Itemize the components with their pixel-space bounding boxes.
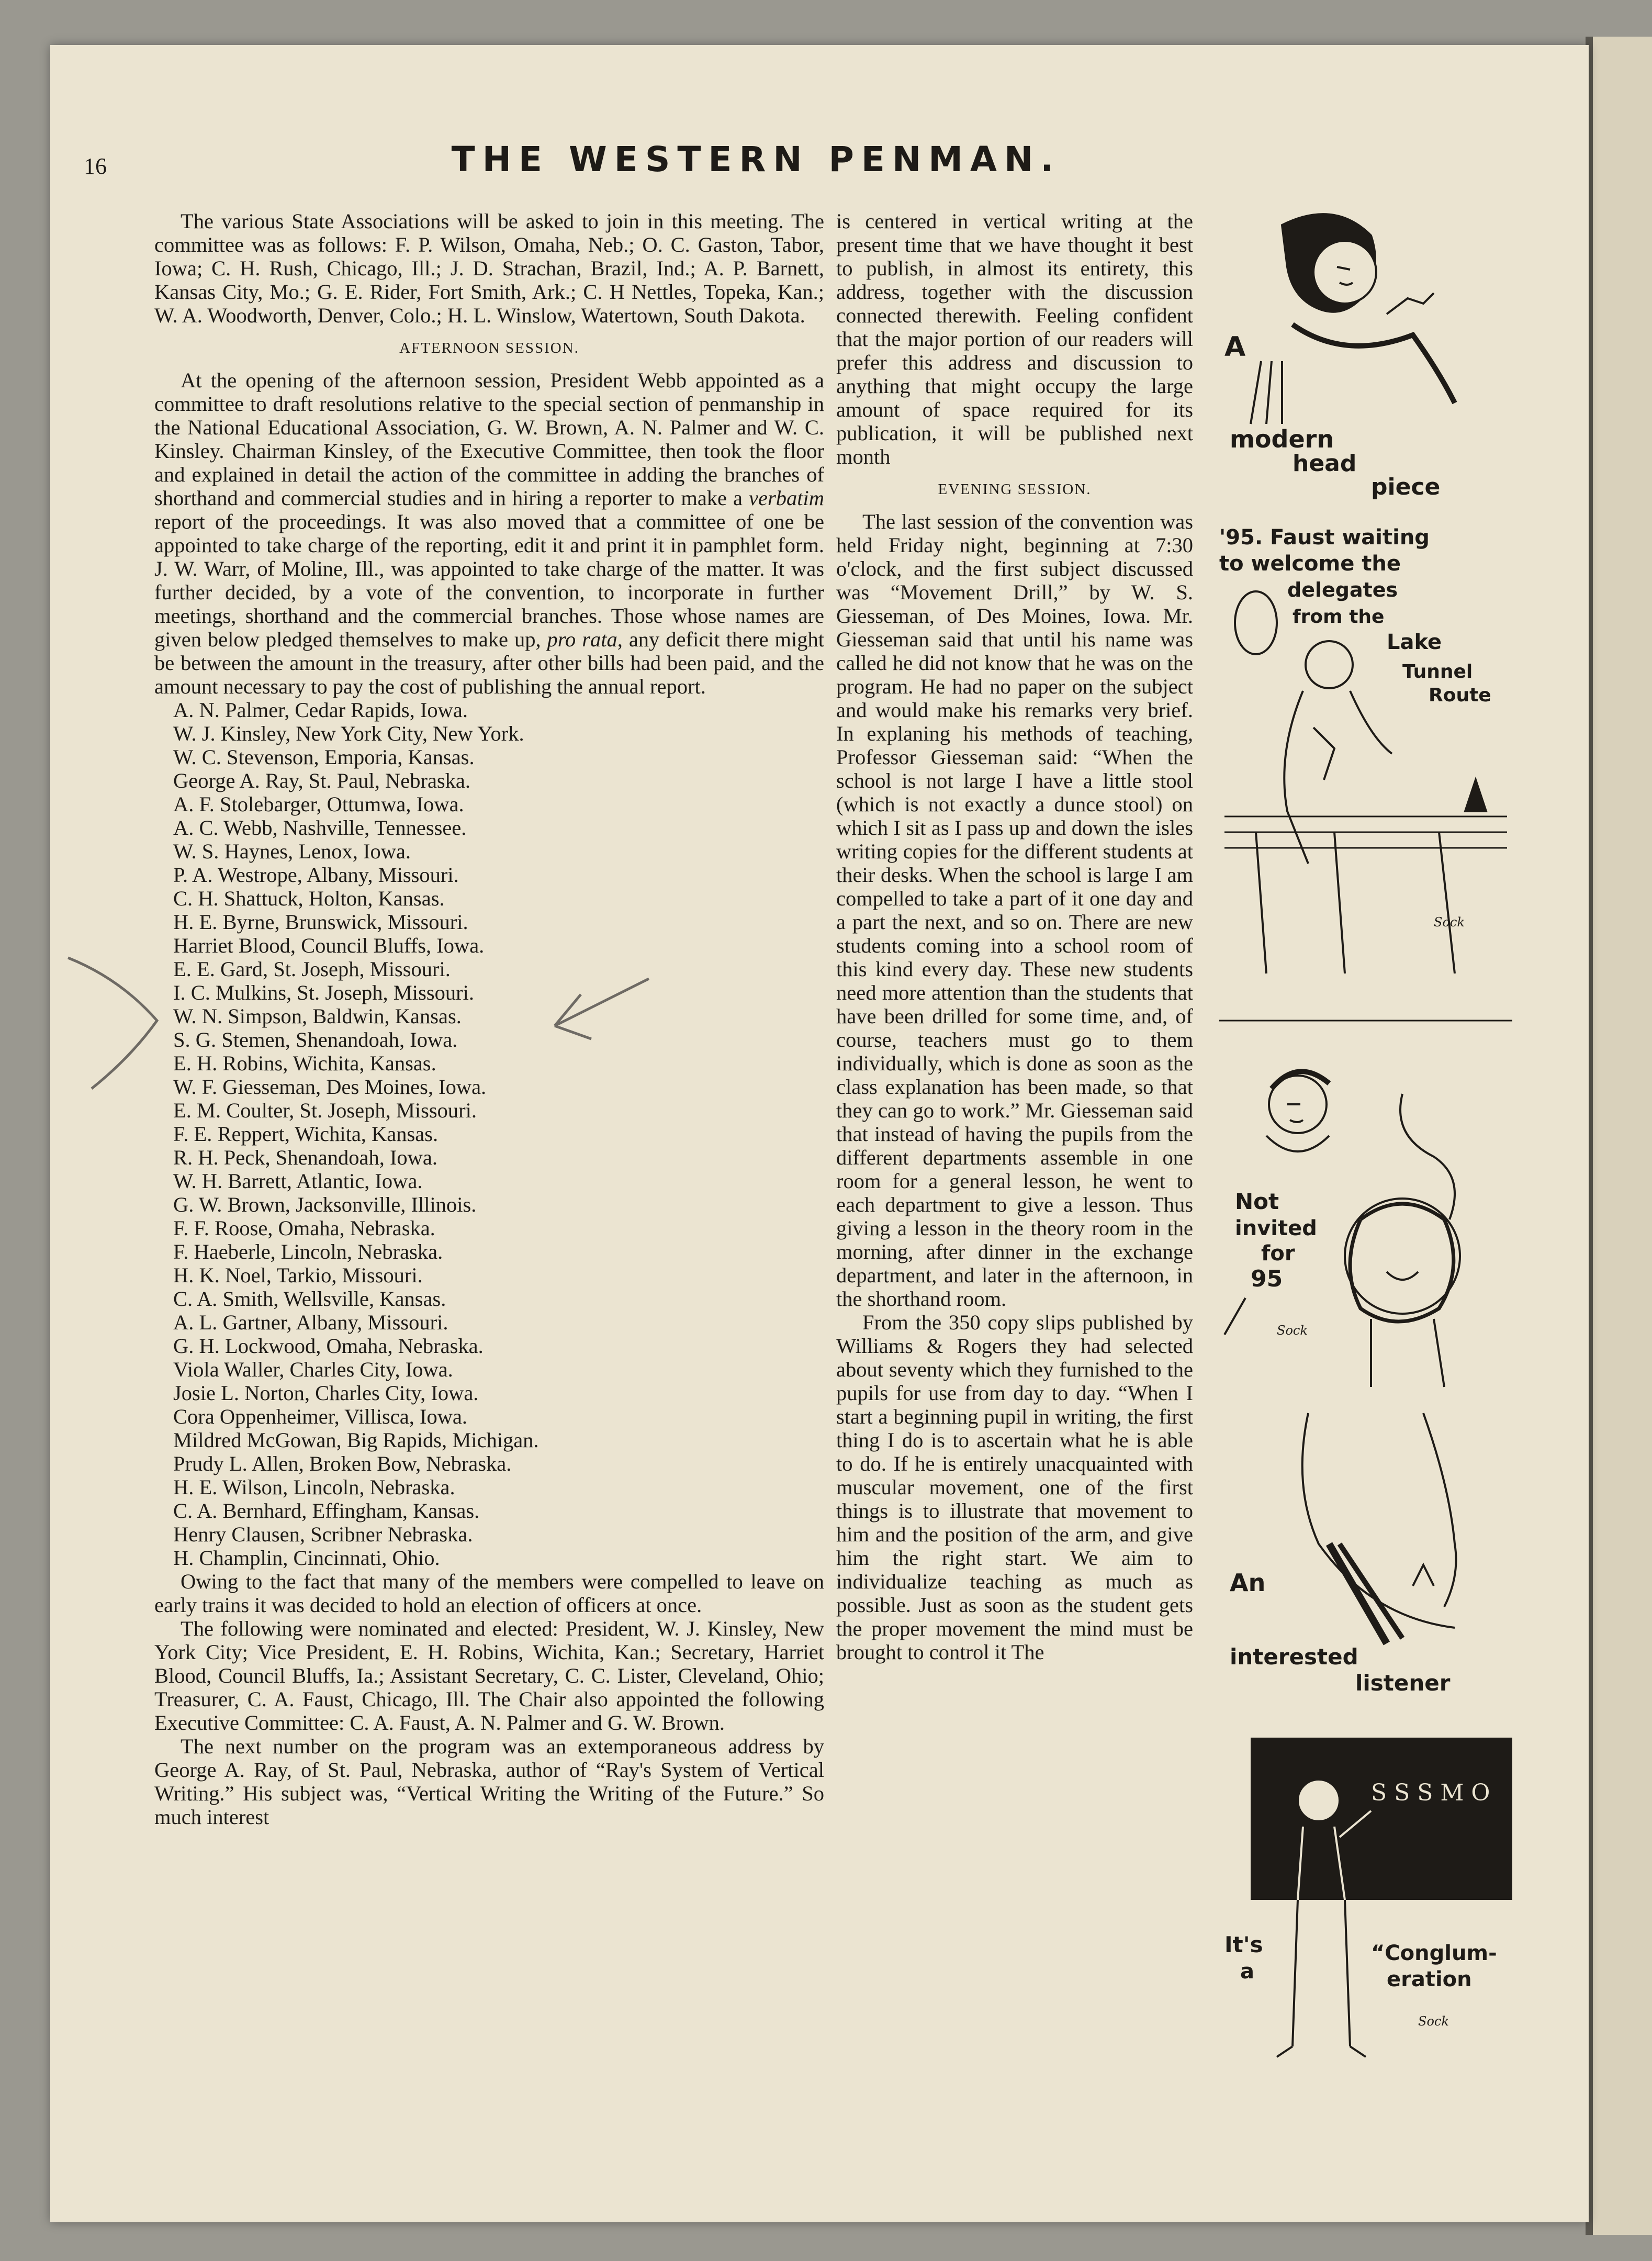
pledger-entry: W. H. Barrett, Atlantic, Iowa. <box>173 1169 423 1193</box>
panel3-caption-3: for <box>1261 1241 1295 1266</box>
evening-paragraph-2: From the 350 copy slips published by Williams & Rogers they had selected about seventy which they furnished to the pupils for use from day to day. “When I start a beginning pupil in writing, the first thing I do is to ascertain what he is able to do. If he is entirely unacquainted with muscular movement, one of the first things is to illustrate that movement to him and the position of the arm, and give him the right start. We aim to individualize teaching as much as possible. Just as soon as the student gets the proper movement the mind must be brought to control it The <box>836 1311 1193 1664</box>
panel3-caption-1: Not <box>1235 1189 1279 1214</box>
afternoon-text-a: At the opening of the afternoon session, President Webb appointed as a committee to draft resolutions relative to the special section of penmanship in the National Educational Association, G. W. Brown, A. N. Palmer and W. C. Kinsley. Chairman Kinsley, of the Executive Committee, then took the floor and explained in detail the action of the committee in adding the branches of shorthand and commercial studies and in hiring a reporter to make a <box>154 368 824 510</box>
owing-paragraph: Owing to the fact that many of the members were compelled to leave on early trains it was decided to hold an election of officers at once. <box>154 1570 824 1617</box>
pledger-entry: A. F. Stolebarger, Ottumwa, Iowa. <box>173 792 464 816</box>
cartoon-interested-listener <box>1302 1413 1456 1643</box>
pledger-entry: P. A. Westrope, Albany, Missouri. <box>173 863 459 887</box>
next-number-paragraph: The next number on the program was an extemporaneous address by George A. Ray, of St. Paul, Nebraska, author of “Ray's System of Vertical Writing.” His subject was, “Vertical Writing the Writing of the Future.” So much interest <box>154 1734 824 1829</box>
pledger-entry: Prudy L. Allen, Broken Bow, Nebraska. <box>173 1452 512 1475</box>
panel2-caption-7: Route <box>1429 685 1491 706</box>
pledger-entry: G. W. Brown, Jacksonville, Illinois. <box>173 1193 477 1216</box>
panel2-caption-6: Tunnel <box>1402 661 1473 682</box>
pledger-entry: Cora Oppenheimer, Villisca, Iowa. <box>173 1405 468 1428</box>
panel5-caption-4: eration <box>1387 1967 1472 1991</box>
pledger-entry: G. H. Lockwood, Omaha, Nebraska. <box>173 1334 484 1358</box>
panel2-signature: Sock <box>1434 915 1465 930</box>
pledger-entry: R. H. Peck, Shenandoah, Iowa. <box>173 1146 438 1169</box>
pledger-entry: E. E. Gard, St. Joseph, Missouri. <box>173 957 451 981</box>
panel2-caption-1: '95. Faust waiting <box>1219 525 1430 550</box>
pledger-entry: C. A. Bernhard, Effingham, Kansas. <box>173 1499 480 1523</box>
panel2-caption-4: from the <box>1293 606 1385 628</box>
cartoon-blackboard <box>1251 1738 1512 1900</box>
pledger-entry: C. H. Shattuck, Holton, Kansas. <box>173 887 445 910</box>
pledger-entry: W. C. Stevenson, Emporia, Kansas. <box>173 745 475 769</box>
panel2-caption-3: delegates <box>1287 578 1398 601</box>
pledger-entry: A. N. Palmer, Cedar Rapids, Iowa. <box>173 698 468 722</box>
panel4-caption-3: listener <box>1355 1670 1451 1696</box>
cartoon-strip <box>1214 204 1518 2109</box>
afternoon-text-c: , any deficit there might be between the amount in the treasury, after other bills had been paid, and the amount necessary to pay the cost of publishing the annual report. <box>154 628 824 698</box>
pledger-entry: Henry Clausen, Scribner Nebraska. <box>173 1523 473 1546</box>
pro-rata-word: pro rata <box>547 628 617 651</box>
left-column <box>154 209 824 1829</box>
pledger-entry: A. L. Gartner, Albany, Missouri. <box>173 1311 448 1334</box>
pledger-entry: Josie L. Norton, Charles City, Iowa. <box>173 1381 479 1405</box>
pledger-entry: F. E. Reppert, Wichita, Kansas. <box>173 1122 439 1146</box>
masthead-title: THE WESTERN PENMAN. <box>451 139 1061 180</box>
pledger-entry: A. C. Webb, Nashville, Tennessee. <box>173 816 467 840</box>
pledger-entry: W. F. Giesseman, Des Moines, Iowa. <box>173 1075 487 1099</box>
pledger-entry: H. E. Byrne, Brunswick, Missouri. <box>173 910 468 934</box>
panel2-caption-5: Lake <box>1387 630 1442 654</box>
pledger-entry: Harriet Blood, Council Bluffs, Iowa. <box>173 934 485 957</box>
continuation-paragraph: is centered in vertical writing at the present time that we have thought it best to publish, in almost its entirety, this address, together with the discussion connected therewith. Feeling confident that the major portion of our readers will prefer this address and discussion to anything that might occupy the large amount of space required for its publication, it will be published next month <box>836 209 1193 468</box>
pledger-entry: C. A. Smith, Wellsville, Kansas. <box>173 1287 446 1311</box>
pledger-entry: George A. Ray, St. Paul, Nebraska. <box>173 769 471 792</box>
evening-paragraph-1: The last session of the convention was held Friday night, beginning at 7:30 o'clock, and the first subject discussed was “Movement Drill,” by W. S. Giesseman, of Des Moines, Iowa. Mr. Giesseman said that until his name was called he did not know that he was on the program. He had no paper on the subject and would make his remarks very brief. In explaning his methods of teaching, Professor Giesseman said: “When the school is not large I have a little stool (which is not exactly a dunce stool) on which I sit as I pass up and down the isles writing copies for the different students at their desks. When the school is large I am compelled to take a part of it one day and a part the next, and so on. There are new students coming into a school room of this kind every day. These new students need more attention than the students that have been drilled for some time, and, of course, teachers must go to them individually, which is done as soon as the class explanation has been made, so that they can go to work.” Mr. Giesseman said that instead of having the pupils from the different departments assemble in one room for a general lesson, he went to each department to give a lesson. Thus giving a lesson in the theory room in the morning, after dinner in the exchange department, and later in the afternoon, in the shorthand room. <box>836 510 1193 1311</box>
panel1-caption-a: A <box>1224 331 1246 363</box>
panel1-caption-head: head <box>1293 450 1357 477</box>
cartoon-faust-waiting <box>1219 591 1512 1021</box>
blackboard-writing: S S S M O <box>1371 1779 1490 1806</box>
pledger-entry: Viola Waller, Charles City, Iowa. <box>173 1358 453 1381</box>
panel5-caption-2: a <box>1240 1960 1254 1984</box>
panel3-signature: Sock <box>1277 1323 1308 1338</box>
panel5-caption-1: It's <box>1224 1932 1263 1957</box>
election-paragraph: The following were nominated and elected: President, W. J. Kinsley, New York City; Vice President, E. H. Robins, Wichita, Kan.; Secretary, Harriet Blood, Council Bluffs, Ia.; Assistant Secretary, C. C. Lister, Cleveland, Ohio; Treasurer, C. A. Faust, Chicago, Ill. The Chair also appointed the following Executive Committee: C. A. Faust, A. N. Palmer and G. W. Brown. <box>154 1617 824 1734</box>
pledger-entry: F. Haeberle, Lincoln, Nebraska. <box>173 1240 443 1263</box>
pledger-entry: W. J. Kinsley, New York City, New York. <box>173 722 524 745</box>
pledger-entry: Mildred McGowan, Big Rapids, Michigan. <box>173 1428 539 1452</box>
pledger-entry: F. F. Roose, Omaha, Nebraska. <box>173 1216 435 1240</box>
pledger-entry: E. M. Coulter, St. Joseph, Missouri. <box>173 1099 477 1122</box>
verbatim-word: verbatim <box>749 486 824 510</box>
panel5-caption-3: “Conglum- <box>1371 1941 1497 1965</box>
pledger-entry: W. N. Simpson, Baldwin, Kansas. <box>173 1004 462 1028</box>
middle-column <box>836 209 1193 1664</box>
cartoon-svg <box>1214 204 1518 2109</box>
pledger-list <box>154 698 824 1570</box>
cartoon-modern-head-piece <box>1251 214 1455 424</box>
pledger-entry: I. C. Mulkins, St. Joseph, Missouri. <box>173 981 474 1004</box>
afternoon-text-b: report of the proceedings. It was also moved that a committee of one be appointed to take charge of the reporting, edit it and print it in pamphlet form. J. W. Warr, of Moline, Ill., was appointed to take charge of the matter. It was further decided, by a vote of the convention, to incorporate in further meetings, shorthand and the commercial branches. Those whose names are given below pledged themselves to make up, <box>154 510 824 651</box>
pledger-entry: W. S. Haynes, Lenox, Iowa. <box>173 840 411 863</box>
panel1-caption-modern: modern <box>1230 425 1334 453</box>
evening-session-heading: EVENING SESSION. <box>938 481 1092 498</box>
panel4-caption-2: interested <box>1230 1644 1358 1670</box>
afternoon-session-heading: AFTERNOON SESSION. <box>399 340 579 356</box>
page-number: 16 <box>84 153 107 179</box>
pledger-entry: H. K. Noel, Tarkio, Missouri. <box>173 1263 423 1287</box>
committee-paragraph: The various State Associations will be asked to join in this meeting. The committee was as follows: F. P. Wilson, Omaha, Neb.; O. C. Gaston, Tabor, Iowa; C. H. Rush, Chicago, Ill.; J. D. Strachan, Brazil, Ind.; A. P. Barnett, Kansas City, Mo.; G. E. Rider, Fort Smith, Ark.; C. H Nettles, Topeka, Kan.; W. A. Woodworth, Denver, Colo.; H. L. Winslow, Watertown, South Dakota. <box>154 209 824 327</box>
panel3-caption-4: 95 <box>1251 1266 1283 1292</box>
afternoon-paragraph <box>154 368 824 698</box>
panel4-caption-1: An <box>1230 1569 1266 1597</box>
panel3-caption-2: invited <box>1235 1216 1317 1240</box>
pledger-entry: H. Champlin, Cincinnati, Ohio. <box>173 1546 440 1570</box>
pledger-entry: E. H. Robins, Wichita, Kansas. <box>173 1051 436 1075</box>
pledger-entry: S. G. Stemen, Shenandoah, Iowa. <box>173 1028 458 1051</box>
pledger-entry: H. E. Wilson, Lincoln, Nebraska. <box>173 1475 455 1499</box>
panel5-signature: Sock <box>1418 2014 1449 2029</box>
panel1-caption-piece: piece <box>1371 474 1441 500</box>
panel2-caption-2: to welcome the <box>1219 552 1401 576</box>
